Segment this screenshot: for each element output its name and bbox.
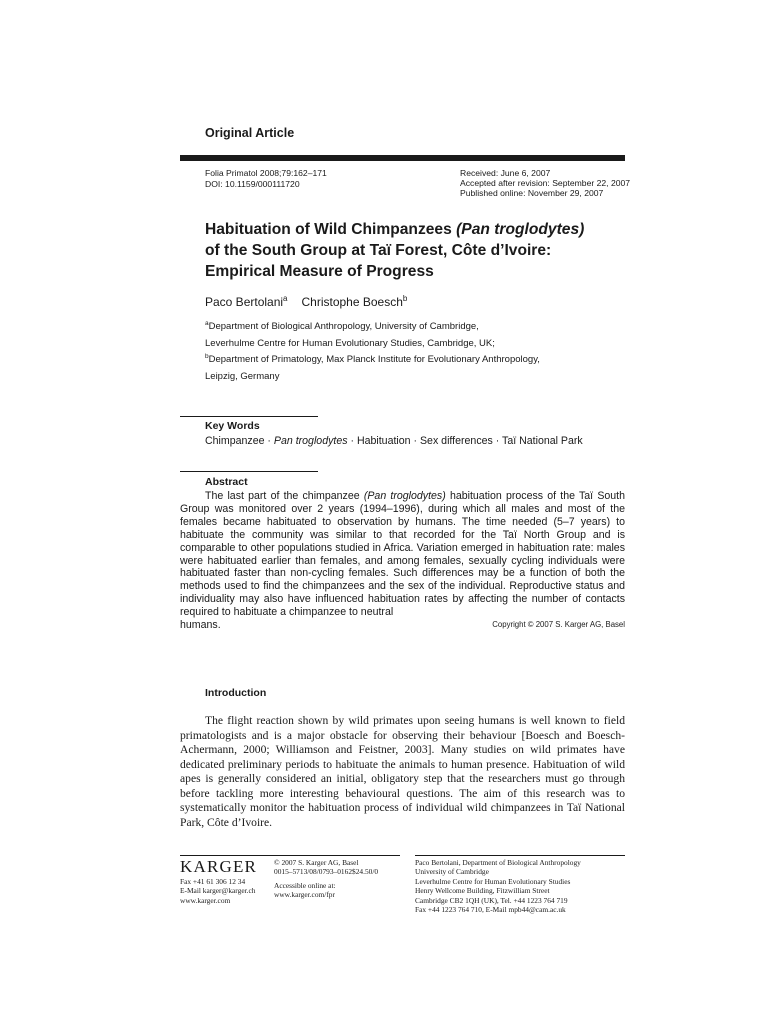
publisher-fax: Fax +41 61 306 12 34 bbox=[180, 877, 246, 886]
article-dates bbox=[460, 168, 630, 198]
copyright-notice: Copyright © 2007 S. Karger AG, Basel bbox=[492, 620, 625, 630]
header-rule bbox=[180, 155, 625, 161]
footer-copyright: © 2007 S. Karger AG, Basel bbox=[274, 858, 359, 867]
article-title bbox=[205, 219, 635, 282]
keyword: Taï National Park bbox=[502, 435, 583, 447]
correspondence-address bbox=[415, 858, 581, 914]
introduction-text: The flight reaction shown by wild primates upon seeing humans is well known to field primatologists and is a major obstacle for observing their behaviour [Boesch and Boesch-Achermann, 2000; Williamson and Feistner, 2003]. Many studies on wild primates have dedicated preliminary periods to habituate the animals to human presence. Habituation of wild apes is generally considered an initial, obligatory step that the researchers must go through before tackling more interesting behavioural questions. The aim of this research was to systematically monitor the habituation process of individual wild chimpanzees in Taï National Park, Côte d’Ivoire. bbox=[180, 714, 625, 829]
received-date: Received: June 6, 2007 bbox=[460, 168, 551, 178]
keyword: Pan troglodytes bbox=[273, 435, 348, 447]
online-label: Accessible online at: bbox=[274, 880, 336, 890]
author-affiliation-mark: b bbox=[402, 294, 408, 303]
keyword-separator: · bbox=[410, 435, 420, 447]
keywords-rule bbox=[180, 416, 318, 417]
published-date: Published online: November 29, 2007 bbox=[460, 188, 604, 198]
affiliation-line: Leverhulme Centre for Human Evolutionary Studies, Cambridge, UK; bbox=[205, 337, 495, 349]
affiliation-mark: a bbox=[205, 320, 209, 327]
author-list bbox=[205, 294, 407, 309]
affiliations bbox=[205, 317, 540, 383]
abstract-last-line: humans. Copyright © 2007 S. Karger AG, Basel bbox=[180, 619, 625, 632]
journal-citation: Folia Primatol 2008;79:162–171 bbox=[205, 168, 327, 178]
keyword-separator: · bbox=[492, 435, 503, 447]
keyword-separator: · bbox=[264, 435, 274, 447]
abstract-rule bbox=[180, 471, 318, 472]
affiliation-mark: b bbox=[205, 353, 209, 361]
publisher-rights bbox=[274, 858, 378, 900]
correspondence-line: Paco Bertolani, Department of Biological Anthropology bbox=[415, 858, 581, 867]
karger-logo: KARGER bbox=[180, 857, 258, 876]
abstract-species: (Pan troglodytes) bbox=[363, 490, 446, 502]
author-name[interactable]: Paco Bertolani bbox=[205, 295, 284, 309]
keyword: Chimpanzee bbox=[205, 435, 265, 447]
publisher-website[interactable]: www.karger.com bbox=[180, 895, 231, 905]
correspondence-line: University of Cambridge bbox=[415, 867, 489, 877]
keywords-list bbox=[205, 435, 583, 447]
author-affiliation-mark: a bbox=[283, 294, 288, 303]
title-line3: Empirical Measure of Progress bbox=[205, 263, 434, 280]
accepted-date: Accepted after revision: September 22, 2007 bbox=[460, 178, 631, 188]
abstract-text: The last part of the chimpanzee (Pan troglodytes) habituation process of the Taï South Group was monitored over 2 years (1994–1996), during which all males and most of the females became habituated to observation by humans. The time needed (5–7 years) to habituate the community was similar to that recorded for the Taï North Group and is comparable to other populations studied in Africa. Variation emerged in habituation rate: males were habituated earlier than females, and among females, sexually cycling individuals were habituated faster than non-cycling females. Such differences may be a function of both the methods used to find the chimpanzees and the sex of the individual. Reproductive status and individuality may also have influenced habituation rates by affecting the number of contacts required to habituate a chimpanzee to neutral humans. Copyright © 2007 S. Karger AG, Basel bbox=[180, 490, 626, 632]
affiliation-line: $^a$Department of Biological Anthropology, University of Cambridge, bbox=[205, 320, 479, 333]
footer-rule bbox=[415, 855, 625, 856]
section-label: Original Article bbox=[205, 126, 295, 140]
footer-rule bbox=[180, 855, 400, 856]
journal-info bbox=[205, 168, 327, 189]
correspondence-line: Leverhulme Centre for Human Evolutionary Studies bbox=[415, 876, 571, 886]
title-part1: Habituation of Wild Chimpanzees bbox=[205, 221, 457, 238]
introduction-heading: Introduction bbox=[205, 687, 267, 699]
title-line2: of the South Group at Taï Forest, Côte d’Ivoire: bbox=[205, 242, 552, 259]
correspondence-line: Henry Wellcome Building, Fitzwilliam Street bbox=[415, 886, 550, 896]
keyword-separator: · bbox=[347, 435, 357, 447]
title-species: (Pan troglodytes) bbox=[456, 221, 585, 238]
author-name[interactable]: Christophe Boesch bbox=[301, 295, 403, 309]
doi[interactable]: DOI: 10.1159/000111720 bbox=[205, 178, 300, 189]
correspondence-line: Cambridge CB2 1QH (UK), Tel. +44 1223 764 719 bbox=[415, 895, 568, 905]
correspondence-email[interactable]: Fax +44 1223 764 710, E-Mail mpb44@cam.ac.uk bbox=[415, 905, 566, 915]
publisher-contact bbox=[180, 877, 255, 905]
affiliation-line: Leipzig, Germany bbox=[205, 370, 280, 382]
keyword: Habituation bbox=[356, 435, 411, 447]
affiliation-line: $^b$Department of Primatology, Max Planck Institute for Evolutionary Anthropology, bbox=[205, 353, 540, 366]
online-url[interactable]: www.karger.com/fpr bbox=[274, 890, 335, 900]
footer-issn: 0015–5713/08/0793–0162$24.50/0 bbox=[274, 867, 379, 877]
keyword: Sex differences bbox=[419, 435, 493, 447]
abstract-heading: Abstract bbox=[205, 476, 248, 488]
publisher-email[interactable]: E-Mail karger@karger.ch bbox=[180, 886, 256, 896]
keywords-heading: Key Words bbox=[205, 420, 260, 432]
